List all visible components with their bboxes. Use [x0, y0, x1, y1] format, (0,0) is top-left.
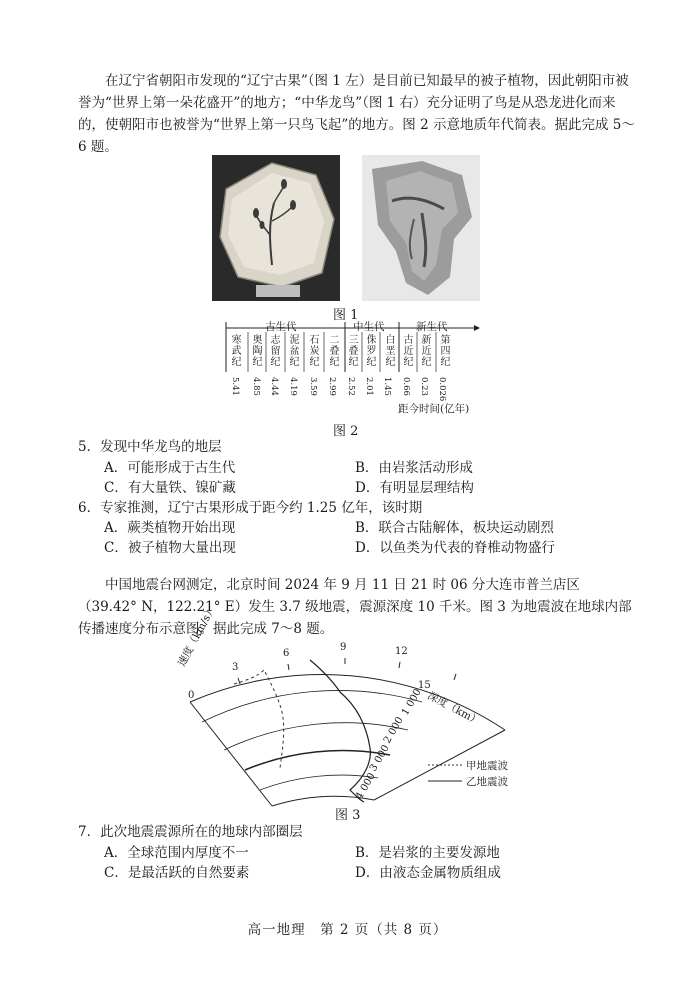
age-label: 2.01 [364, 377, 374, 396]
q5-option-c[interactable]: C．有大量铁、镍矿藏 [104, 480, 236, 496]
period-cretaceous: 白垩纪 [385, 335, 396, 368]
period-cambrian: 寒武纪 [231, 335, 242, 368]
age-label: 3.59 [308, 377, 318, 396]
period-silurian: 志留纪 [270, 335, 281, 368]
age-label: 2.99 [327, 377, 337, 396]
q7-option-d[interactable]: D．由液态金属物质组成 [355, 865, 501, 881]
period-ordovician: 奥陶纪 [252, 335, 263, 368]
speed-tick: 12 [395, 646, 408, 657]
seismic-wave-diagram [160, 603, 520, 810]
speed-tick: 15 [418, 680, 431, 691]
q7-stem: 7．此次地震震源所在的地球内部圈层 [78, 824, 303, 840]
age-label: 2.52 [346, 377, 356, 396]
speed-tick: 9 [340, 642, 347, 653]
fig2-caption: 图 2 [333, 424, 359, 439]
depth-tick: 3 000 [368, 743, 392, 774]
q6-option-d[interactable]: D．以鱼类为代表的脊椎动物盛行 [355, 540, 555, 556]
intro-paragraph-2: 中国地震台网测定，北京时间 2024 年 9 月 11 日 21 时 06 分大连市普兰店区（39.42° N，122.21° E）发生 3.7 级地震，震源深度 10 千米。图 3 为地震波在地球内部传播速度分布示意图。据此完成 7～8 题。 [78, 577, 632, 637]
period-paleogene: 古近纪 [403, 335, 414, 368]
era-paleozoic: 古生代 [265, 321, 297, 333]
intro-paragraph-1: 在辽宁省朝阳市发现的“辽宁古果”（图 1 左）是目前已知最早的被子植物，因此朝阳市被誉为“世界上第一朵花盛开”的地方；“中华龙鸟”（图 1 右）充分证明了鸟是从恐龙进化而来的，使朝阳市也被誉为“世界上第一只鸟飞起”的地方。图 2 示意地质年代简表。据此完成 5～6 题。 [78, 73, 635, 155]
q5-option-a[interactable]: A．可能形成于古生代 [104, 460, 236, 476]
fig2-axis-label: 距今时间(亿年) [398, 403, 470, 415]
speed-tick: 3 [232, 662, 239, 673]
depth-tick: 2 000 [382, 715, 406, 746]
age-label: 0.026 [437, 377, 447, 402]
age-label: 5.41 [230, 377, 240, 396]
period-permian: 二叠纪 [329, 335, 340, 368]
era-mesozoic: 中生代 [353, 321, 385, 333]
q7-option-a[interactable]: A．全球范围内厚度不一 [104, 845, 249, 861]
age-label: 1.45 [382, 377, 392, 396]
period-devonian: 泥盆纪 [289, 335, 300, 368]
depth-tick: 1 000 [400, 687, 424, 718]
q6-option-c[interactable]: C．被子植物大量出现 [104, 540, 236, 556]
period-neogene: 新近纪 [421, 335, 432, 368]
q6-option-a[interactable]: A．蕨类植物开始出现 [104, 520, 236, 536]
q7-option-b[interactable]: B．是岩浆的主要发源地 [355, 845, 500, 861]
q5-option-d[interactable]: D．有明显层理结构 [355, 480, 474, 496]
speed-tick: 0 [188, 690, 195, 701]
age-label: 0.66 [401, 377, 411, 396]
age-label: 4.44 [269, 377, 279, 396]
q5-stem: 5．发现中华龙鸟的地层 [78, 439, 222, 455]
era-cenozoic: 新生代 [416, 321, 448, 333]
speed-axis-label: 速度（km/s） [175, 603, 218, 669]
legend-wave-a: 甲地震波 [466, 760, 508, 772]
q6-option-b[interactable]: B．联合古陆解体，板块运动剧烈 [355, 520, 554, 536]
page-footer: 高一地理 第 2 页（共 8 页） [247, 922, 448, 938]
age-label: 0.23 [419, 377, 429, 396]
period-jurassic: 侏罗纪 [366, 335, 377, 368]
fig3-caption: 图 3 [335, 808, 361, 823]
q6-stem: 6．专家推测，辽宁古果形成于距今约 1.25 亿年，该时期 [78, 500, 423, 516]
legend-wave-b: 乙地震波 [466, 776, 508, 788]
fig1-caption: 图 1 [333, 308, 359, 323]
geologic-time-table [0, 0, 695, 440]
period-triassic: 三叠纪 [348, 335, 359, 368]
age-label: 4.85 [251, 377, 261, 396]
age-label: 4.19 [288, 377, 298, 396]
depth-axis-label: 深度（km） [425, 689, 483, 728]
speed-tick: 6 [283, 648, 290, 659]
depth-tick: 4 000 [354, 771, 378, 802]
q5-option-b[interactable]: B．由岩浆活动形成 [355, 460, 473, 476]
period-carboniferous: 石炭纪 [309, 335, 320, 368]
period-quaternary: 第四纪 [440, 335, 451, 368]
q7-option-c[interactable]: C．是最活跃的自然要素 [104, 865, 250, 881]
